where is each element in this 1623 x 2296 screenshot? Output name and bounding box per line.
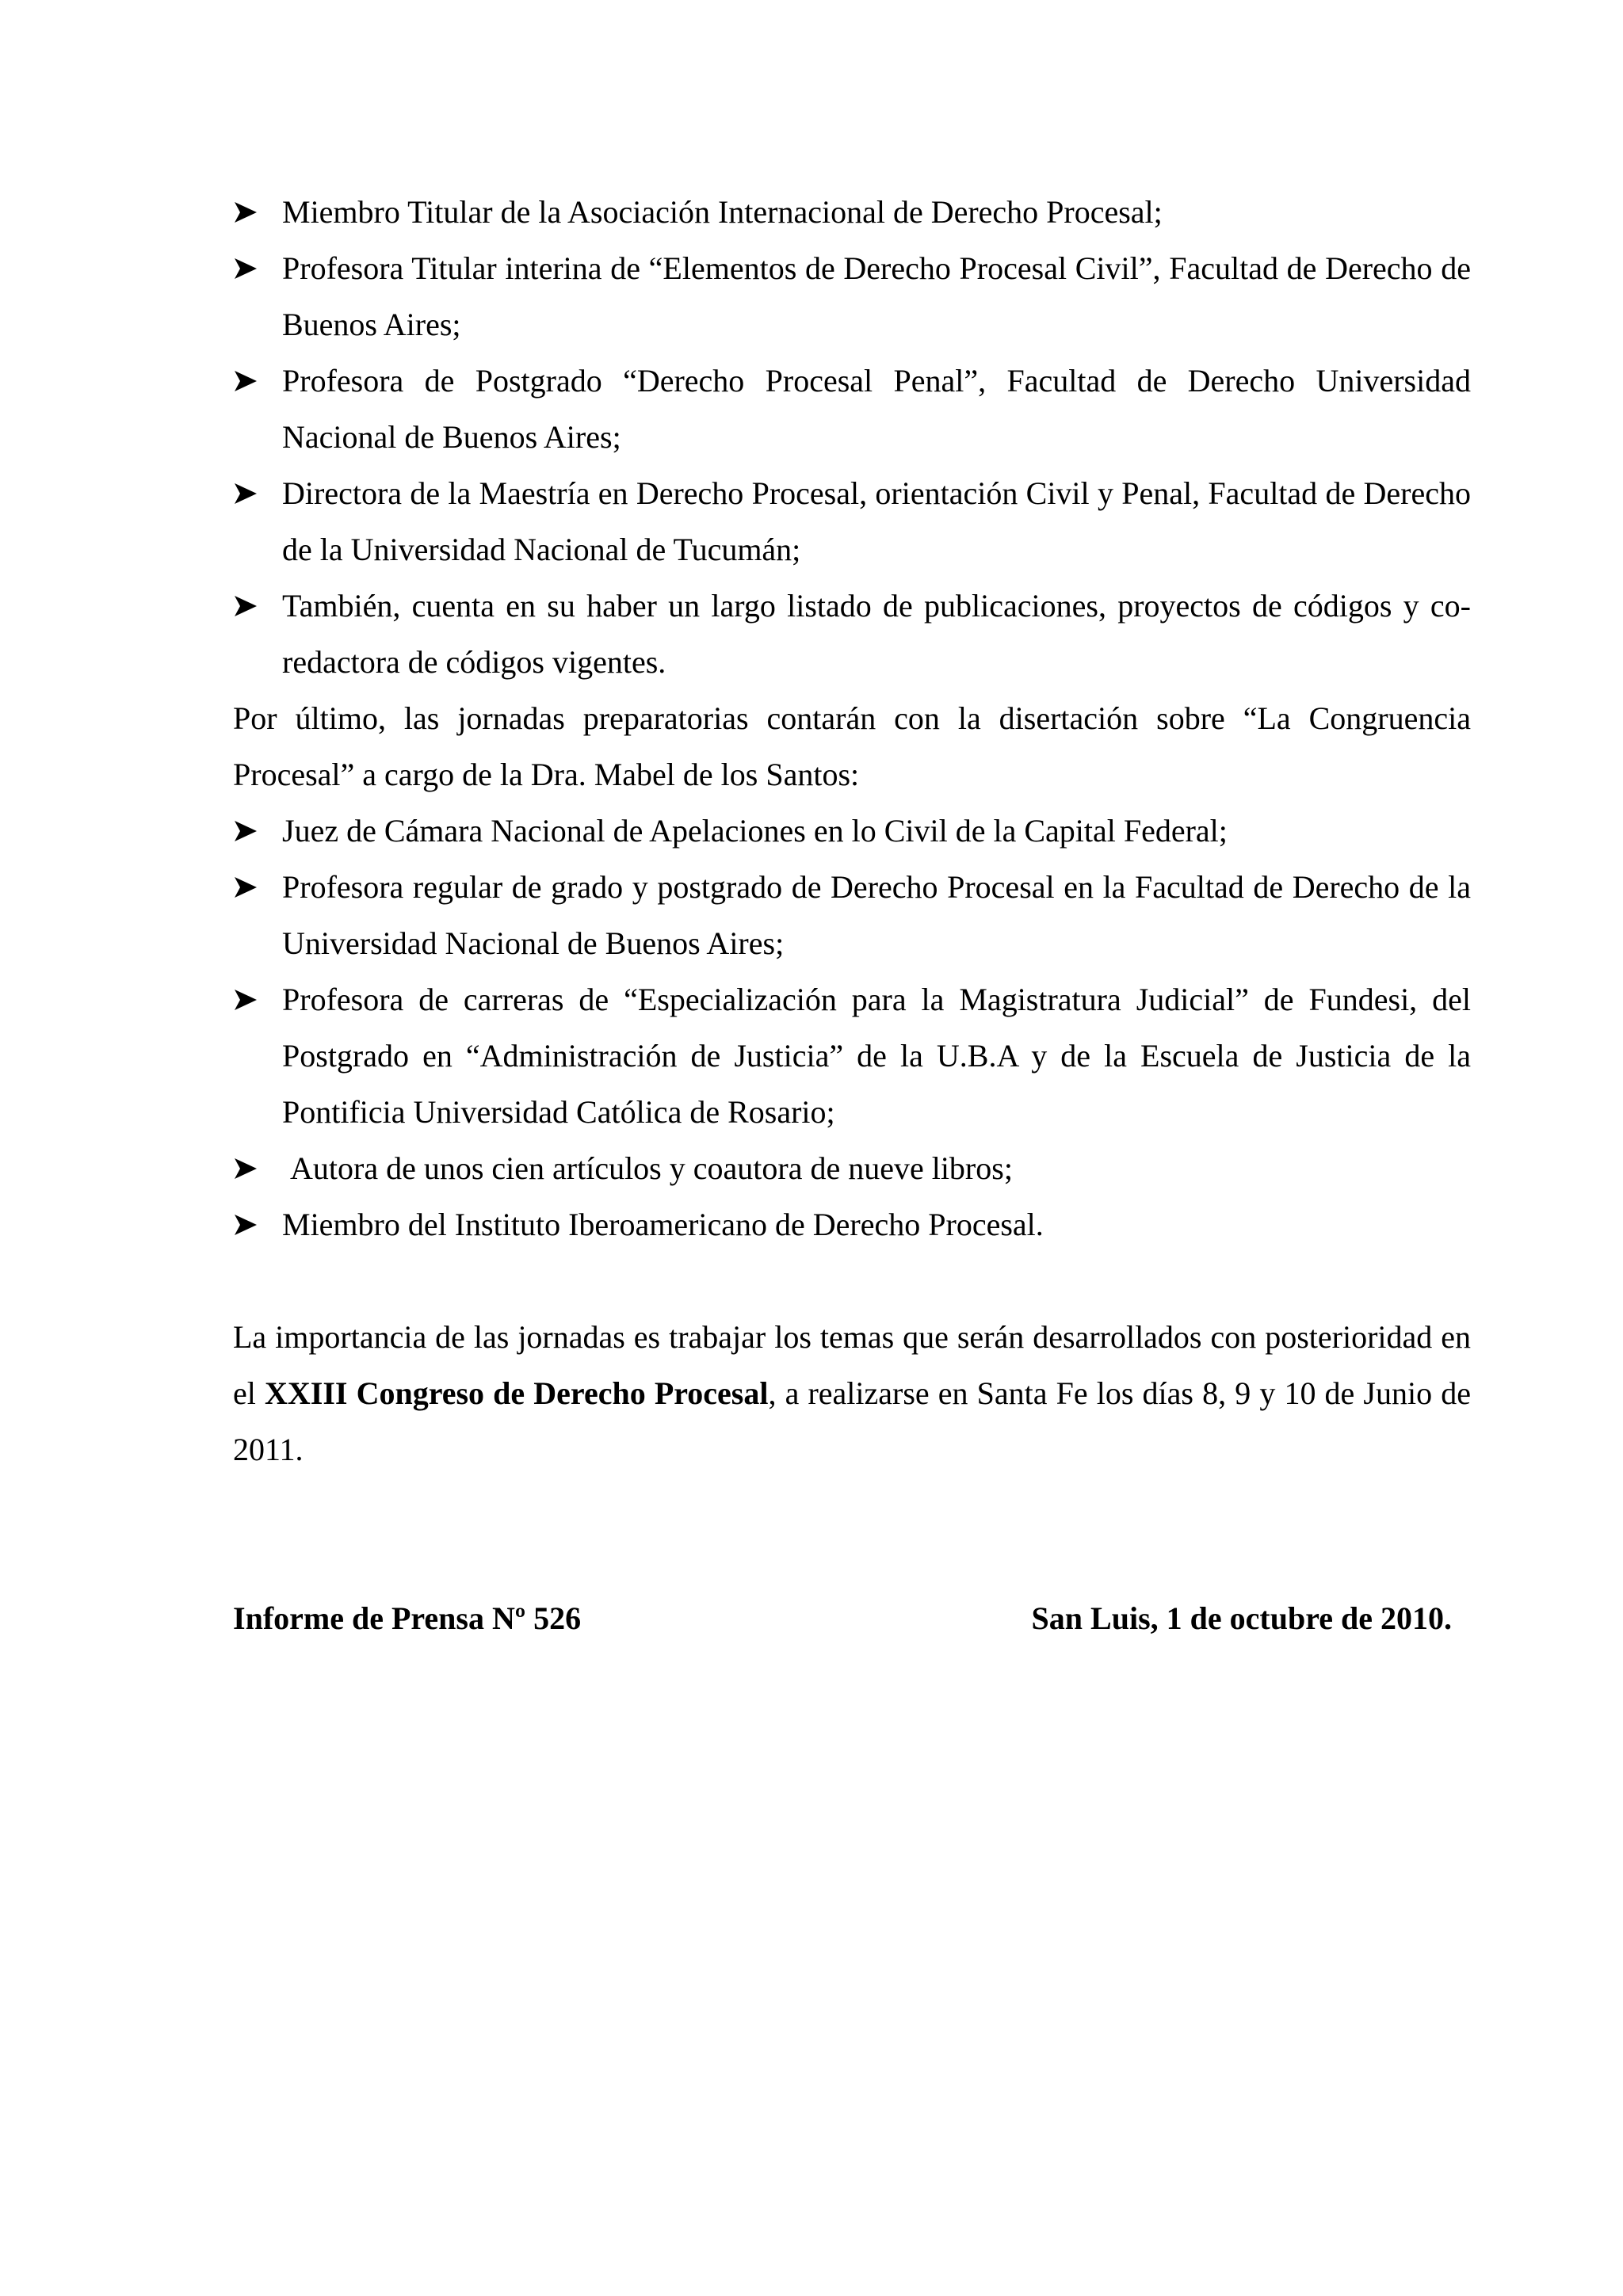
list-item-text: Miembro Titular de la Asociación Internacional de Derecho Procesal; <box>282 194 1163 230</box>
list-item <box>233 1196 1471 1253</box>
list-item <box>233 803 1471 859</box>
list-item <box>233 465 1471 578</box>
place-and-date: San Luis, 1 de octubre de 2010. <box>1031 1600 1452 1636</box>
list-item <box>233 1140 1471 1196</box>
arrowhead-bullet-icon <box>235 184 266 240</box>
list-item-text: Profesora de carreras de “Especialización para la Magistratura Judicial” de Fundesi, del Postgrado en “Administración de Justicia” de la U.B.A y de la Escuela de Justicia de la Pontificia Universidad Católica de Rosario; <box>282 982 1471 1130</box>
arrowhead-bullet-icon <box>235 1140 266 1196</box>
closing-paragraph <box>233 1309 1471 1478</box>
list-item <box>233 859 1471 971</box>
list-item-text: Profesora regular de grado y postgrado de Derecho Procesal en la Facultad de Derecho de la Universidad Nacional de Buenos Aires; <box>282 869 1471 961</box>
intro-paragraph: Por último, las jornadas preparatorias contarán con la disertación sobre “La Congruencia Procesal” a cargo de la Dra. Mabel de los Santos: <box>233 700 1471 792</box>
closing-paragraph-before: La importancia de las jornadas es trabajar los temas que serán desarrollados con posterioridad en el <box>233 1319 1471 1411</box>
list-item <box>233 240 1471 353</box>
arrowhead-bullet-icon <box>235 859 266 915</box>
list-item-text: Directora de la Maestría en Derecho Procesal, orientación Civil y Penal, Facultad de Derecho de la Universidad Nacional de Tucumán; <box>282 475 1471 567</box>
list-item-text: Miembro del Instituto Iberoamericano de Derecho Procesal. <box>282 1207 1044 1242</box>
arrowhead-bullet-icon <box>235 578 266 634</box>
arrowhead-bullet-icon <box>235 971 266 1028</box>
arrowhead-bullet-icon <box>235 803 266 859</box>
list-item-text: Autora de unos cien artículos y coautora de nueve libros; <box>290 1150 1013 1186</box>
arrowhead-bullet-icon <box>235 1196 266 1253</box>
press-report-number: Informe de Prensa Nº 526 <box>233 1600 582 1636</box>
list-item <box>233 971 1471 1140</box>
list-item <box>233 578 1471 690</box>
list-item-text: Profesora de Postgrado “Derecho Procesal Penal”, Facultad de Derecho Universidad Nacional de Buenos Aires; <box>282 363 1471 455</box>
document-body <box>233 184 1471 1646</box>
arrowhead-bullet-icon <box>235 353 266 409</box>
list-item-text: Profesora Titular interina de “Elementos de Derecho Procesal Civil”, Facultad de Derecho de Buenos Aires; <box>282 250 1471 342</box>
closing-paragraph-after: , a realizarse en Santa Fe los días 8, 9 y 10 de Junio de 2011. <box>233 1375 1471 1467</box>
congress-name: XXIII Congreso de Derecho Procesal <box>264 1375 769 1411</box>
list-item <box>233 353 1471 465</box>
press-footer <box>233 1590 1471 1646</box>
speaker-credentials-list-2 <box>233 803 1471 1253</box>
arrowhead-bullet-icon <box>235 240 266 296</box>
list-item-text: Juez de Cámara Nacional de Apelaciones en lo Civil de la Capital Federal; <box>282 813 1228 849</box>
arrowhead-bullet-icon <box>235 465 266 521</box>
list-item <box>233 184 1471 240</box>
speaker-credentials-list-1 <box>233 184 1471 690</box>
list-item-text: También, cuenta en su haber un largo listado de publicaciones, proyectos de códigos y co-redactora de códigos vigentes. <box>282 588 1471 680</box>
